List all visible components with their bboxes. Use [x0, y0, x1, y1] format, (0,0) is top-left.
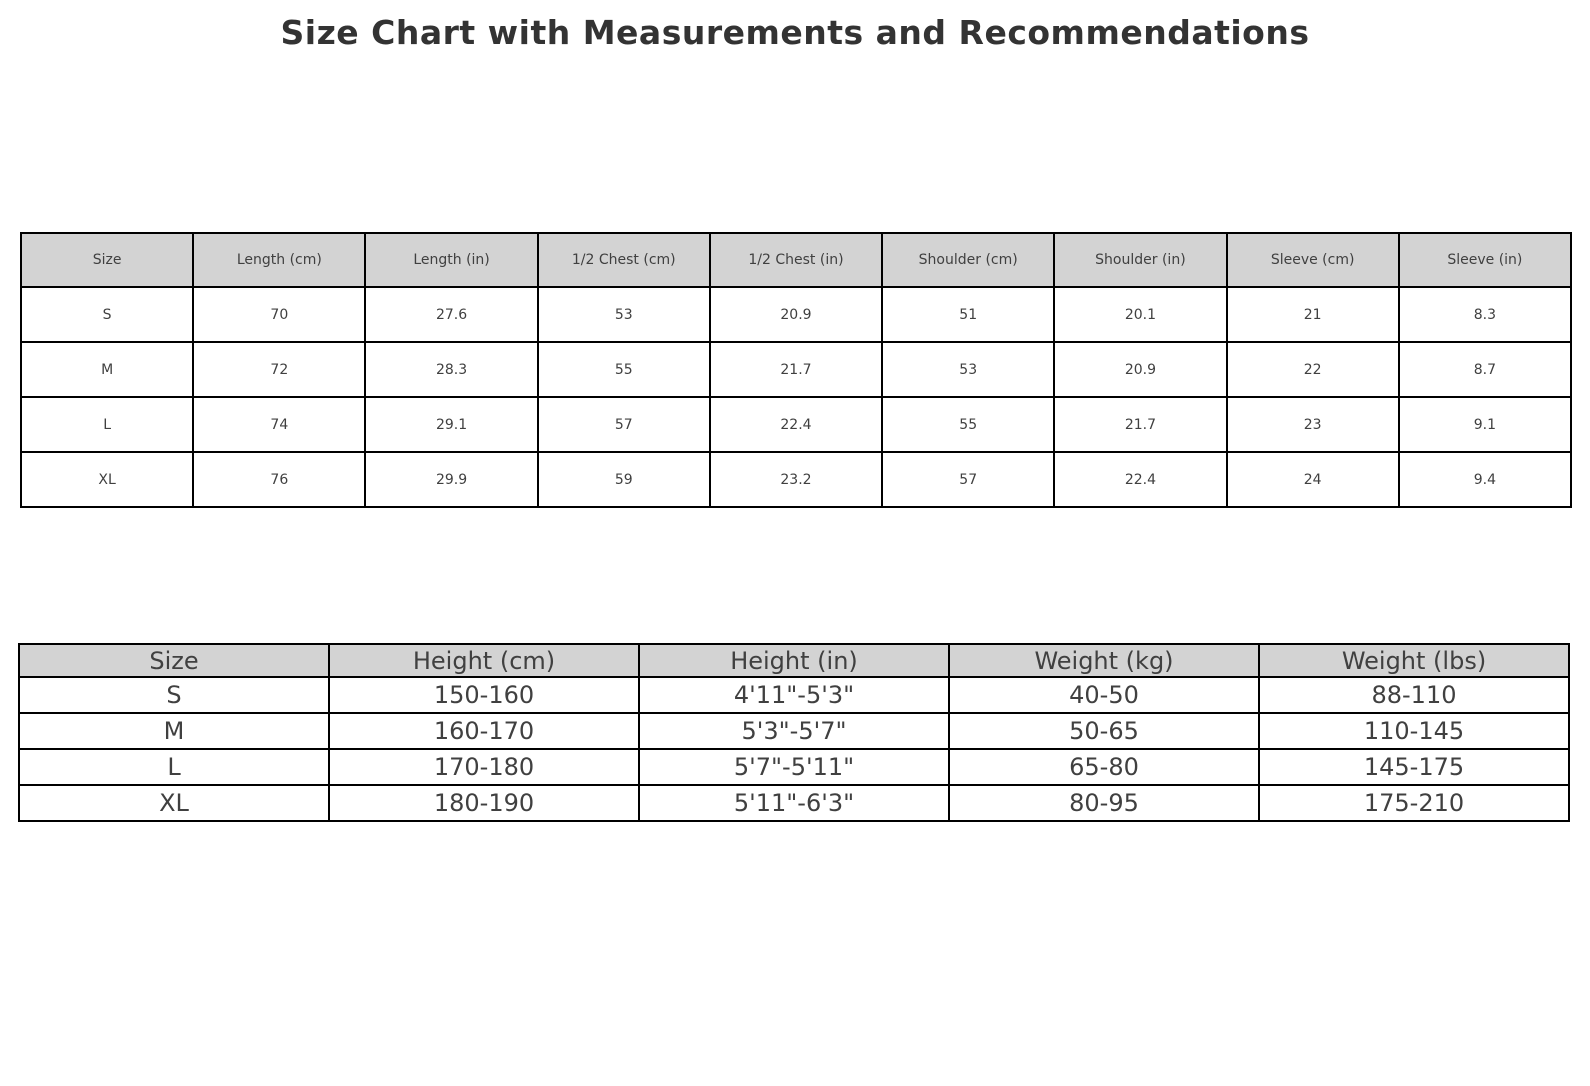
table-cell: 5'3"-5'7"	[639, 713, 949, 749]
column-header-size: Size	[21, 233, 193, 287]
table-cell: 88-110	[1259, 677, 1569, 713]
table-cell: 74	[193, 397, 365, 452]
table-cell: 4'11"-5'3"	[639, 677, 949, 713]
table-cell: 72	[193, 342, 365, 397]
table-cell: 27.6	[365, 287, 537, 342]
table-cell: XL	[19, 785, 329, 821]
column-header-height-in: Height (in)	[639, 644, 949, 677]
table-row-s	[19, 677, 1569, 713]
recommendations-header-row	[19, 644, 1569, 677]
table-cell: 110-145	[1259, 713, 1569, 749]
table-row-s	[21, 287, 1571, 342]
table-row-m	[21, 342, 1571, 397]
column-header-shoulder-cm: Shoulder (cm)	[882, 233, 1054, 287]
table-cell: 65-80	[949, 749, 1259, 785]
column-header-half-chest-in: 1/2 Chest (in)	[710, 233, 882, 287]
column-header-weight-lbs: Weight (lbs)	[1259, 644, 1569, 677]
table-cell: M	[21, 342, 193, 397]
table-cell: 29.9	[365, 452, 537, 507]
table-cell: 9.1	[1399, 397, 1571, 452]
column-header-size: Size	[19, 644, 329, 677]
table-cell: L	[21, 397, 193, 452]
table-cell: 150-160	[329, 677, 639, 713]
table-cell: 145-175	[1259, 749, 1569, 785]
table-row-m	[19, 713, 1569, 749]
table-cell: 21.7	[710, 342, 882, 397]
table-cell: 8.7	[1399, 342, 1571, 397]
table-cell: 53	[538, 287, 710, 342]
table-cell: 24	[1227, 452, 1399, 507]
table-cell: 53	[882, 342, 1054, 397]
table-cell: 22	[1227, 342, 1399, 397]
table-cell: 23.2	[710, 452, 882, 507]
table-cell: 22.4	[710, 397, 882, 452]
table-cell: 5'7"-5'11"	[639, 749, 949, 785]
table-cell: 40-50	[949, 677, 1259, 713]
column-header-length-cm: Length (cm)	[193, 233, 365, 287]
table-row-l	[19, 749, 1569, 785]
column-header-shoulder-in: Shoulder (in)	[1054, 233, 1226, 287]
column-header-weight-kg: Weight (kg)	[949, 644, 1259, 677]
table-cell: 23	[1227, 397, 1399, 452]
table-cell: 55	[882, 397, 1054, 452]
table-cell: S	[21, 287, 193, 342]
table-cell: 59	[538, 452, 710, 507]
table-row-l	[21, 397, 1571, 452]
table-cell: 70	[193, 287, 365, 342]
column-header-sleeve-cm: Sleeve (cm)	[1227, 233, 1399, 287]
table-cell: 170-180	[329, 749, 639, 785]
table-cell: 21	[1227, 287, 1399, 342]
table-cell: 175-210	[1259, 785, 1569, 821]
table-cell: 57	[882, 452, 1054, 507]
table-cell: M	[19, 713, 329, 749]
table-cell: 76	[193, 452, 365, 507]
page-title: Size Chart with Measurements and Recommendations	[280, 13, 1310, 52]
table-cell: 20.9	[710, 287, 882, 342]
column-header-half-chest-cm: 1/2 Chest (cm)	[538, 233, 710, 287]
table-row-xl	[21, 452, 1571, 507]
table-cell: 29.1	[365, 397, 537, 452]
measurements-table	[20, 232, 1572, 508]
table-cell: 50-65	[949, 713, 1259, 749]
table-cell: 20.9	[1054, 342, 1226, 397]
column-header-length-in: Length (in)	[365, 233, 537, 287]
table-row-xl	[19, 785, 1569, 821]
table-cell: 160-170	[329, 713, 639, 749]
measurements-header-row	[21, 233, 1571, 287]
table-cell: L	[19, 749, 329, 785]
table-cell: 51	[882, 287, 1054, 342]
table-cell: 20.1	[1054, 287, 1226, 342]
table-cell: 22.4	[1054, 452, 1226, 507]
table-cell: 80-95	[949, 785, 1259, 821]
recommendations-table	[18, 643, 1570, 822]
table-cell: 55	[538, 342, 710, 397]
table-cell: XL	[21, 452, 193, 507]
table-cell: 180-190	[329, 785, 639, 821]
table-cell: 9.4	[1399, 452, 1571, 507]
table-cell: 5'11"-6'3"	[639, 785, 949, 821]
table-cell: 57	[538, 397, 710, 452]
table-cell: 21.7	[1054, 397, 1226, 452]
table-cell: 28.3	[365, 342, 537, 397]
column-header-sleeve-in: Sleeve (in)	[1399, 233, 1571, 287]
table-cell: 8.3	[1399, 287, 1571, 342]
column-header-height-cm: Height (cm)	[329, 644, 639, 677]
table-cell: S	[19, 677, 329, 713]
